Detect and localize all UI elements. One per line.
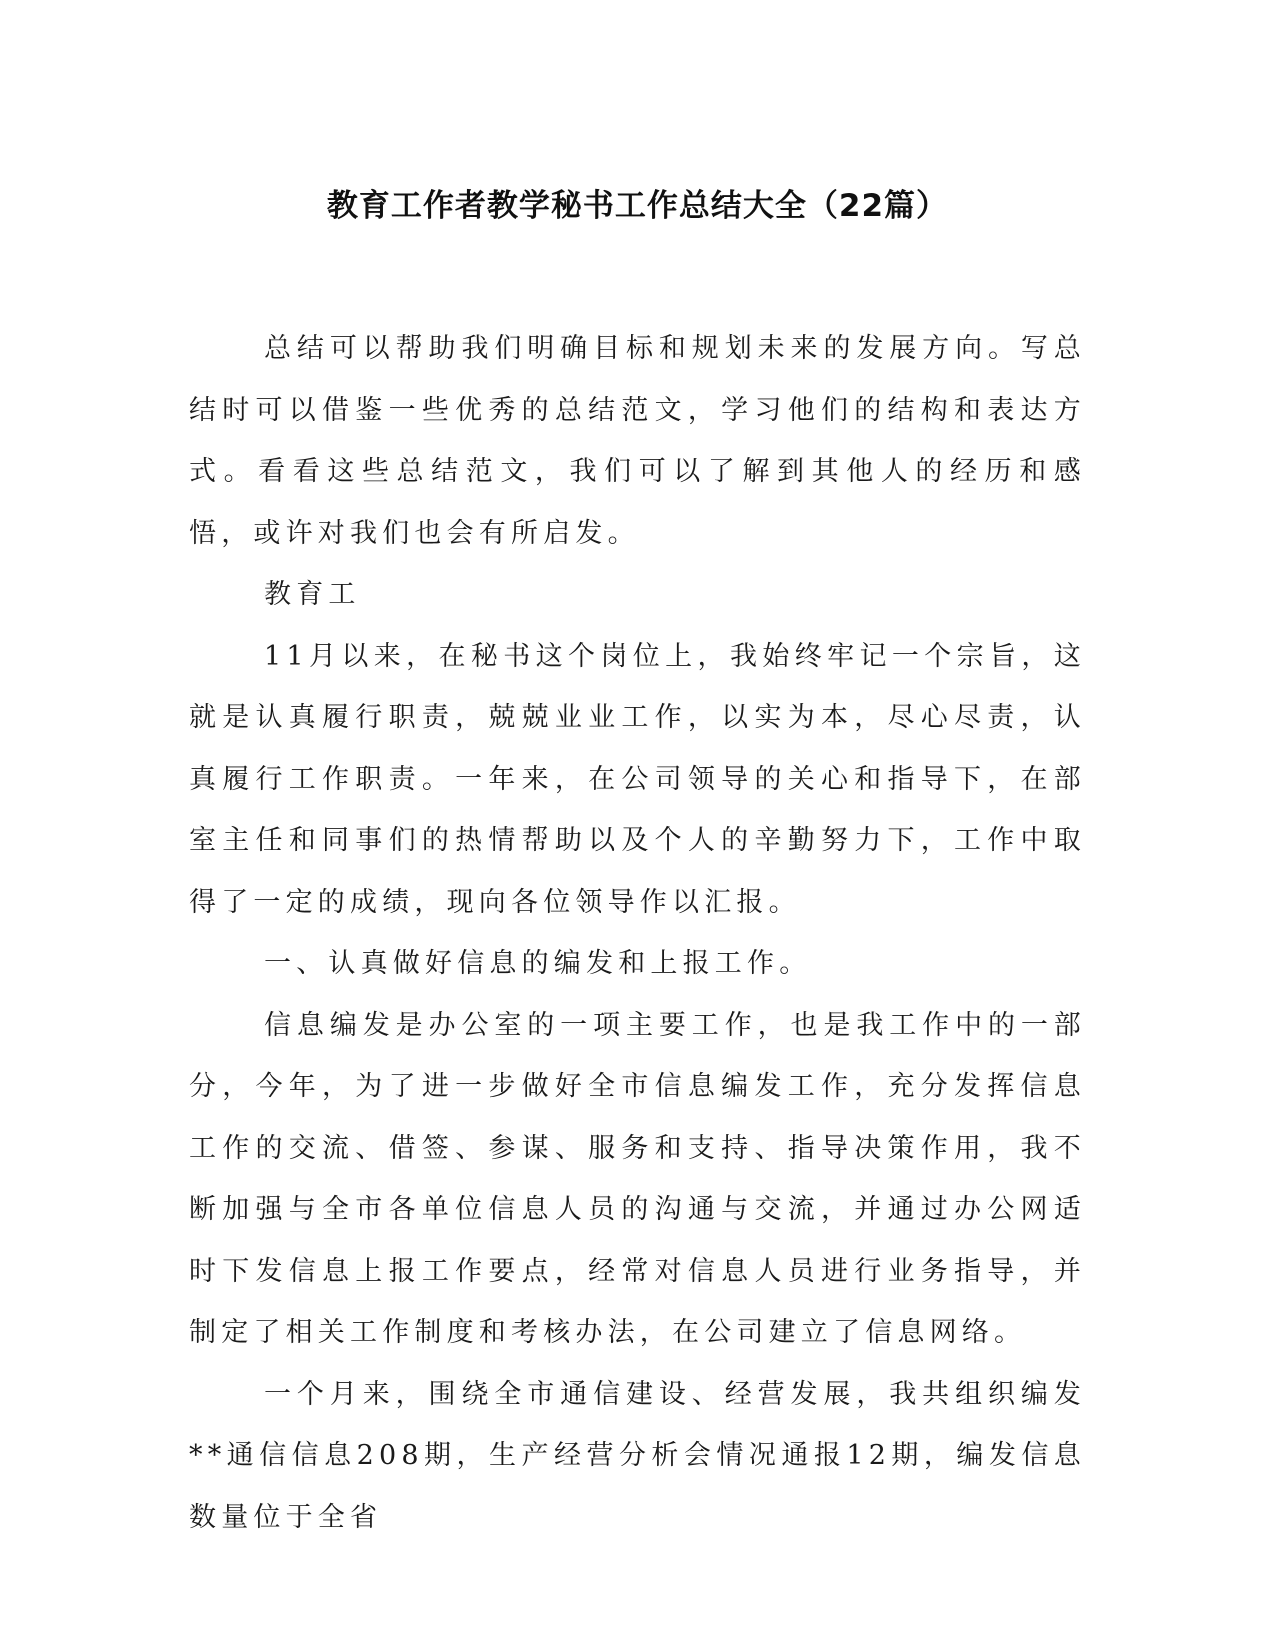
paragraph-intro: 总结可以帮助我们明确目标和规划未来的发展方向。写总结时可以借鉴一些优秀的总结范文，学习他们的结构和表达方式。看看这些总结范文，我们可以了解到其他人的经历和感悟，或许对我们也会有所启发。 — [189, 333, 1086, 549]
paragraph-info-work: 信息编发是办公室的一项主要工作，也是我工作中的一部分，今年，为了进一步做好全市信息编发工作，充分发挥信息工作的交流、借签、参谋、服务和支持、指导决策作用，我不断加强与全市各单位信息人员的沟通与交流，并通过办公网适时下发信息上报工作要点，经常对信息人员进行业务指导，并制定了相关工作制度和考核办法，在公司建立了信息网络。 — [189, 1009, 1086, 1348]
document-title: 教育工作者教学秘书工作总结大全（22篇） — [326, 188, 949, 224]
paragraph-report-opening: 11月以来，在秘书这个岗位上，我始终牢记一个宗旨，这就是认真履行职责，兢兢业业工作，以实为本，尽心尽责，认真履行工作职责。一年来，在公司领导的关心和指导下，在部室主任和同事们的热情帮助以及个人的辛勤努力下，工作中取得了一定的成绩，现向各位领导作以汇报。 — [189, 640, 1086, 918]
paragraph-section-label: 教育工 — [264, 579, 361, 610]
document-body — [189, 318, 1086, 1548]
paragraph-heading-one: 一、认真做好信息的编发和上报工作。 — [264, 948, 812, 979]
paragraph-info-stats: 一个月来，围绕全市通信建设、经营发展，我共组织编发**通信信息208期，生产经营分析会情况通报12期，编发信息数量位于全省 — [189, 1378, 1086, 1533]
